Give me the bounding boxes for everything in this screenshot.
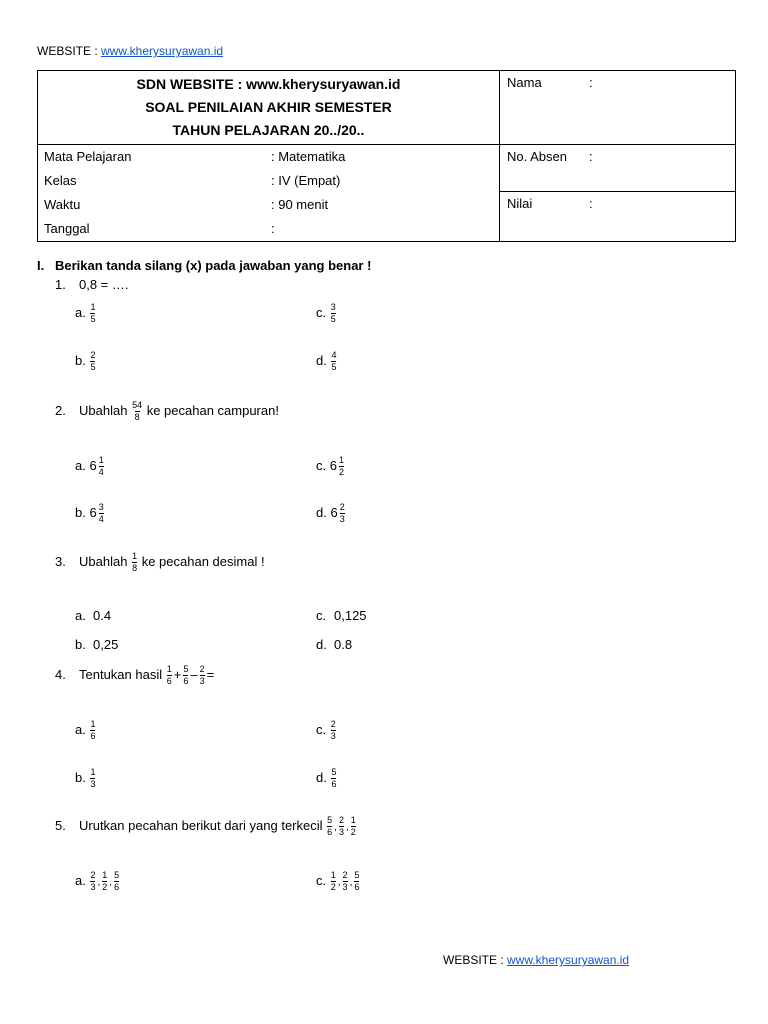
denominator: 6 — [331, 779, 337, 789]
fraction — [132, 551, 137, 574]
meta-key: Kelas — [44, 173, 77, 188]
fraction — [354, 870, 359, 893]
q4-option-b[interactable] — [75, 767, 96, 790]
meta-row-kelas — [38, 169, 499, 193]
numerator: 5 — [114, 870, 120, 880]
option-text: 0.4 — [93, 608, 112, 623]
option-letter: c. — [316, 457, 327, 473]
mixed-whole: 6 — [89, 504, 97, 520]
denominator: 6 — [354, 882, 360, 892]
question-post: ke pecahan desimal ! — [141, 553, 265, 569]
q1-option-c[interactable] — [316, 302, 337, 325]
denominator: 6 — [90, 731, 96, 741]
fraction — [339, 455, 344, 478]
numerator: 2 — [338, 815, 344, 825]
header-title-cell — [38, 71, 500, 145]
q1-option-a[interactable] — [75, 302, 96, 325]
option-letter: b. — [75, 352, 86, 368]
numerator: 2 — [90, 350, 96, 360]
option-letter: c. — [316, 721, 327, 737]
meta-cell — [38, 145, 500, 242]
website-link[interactable]: www.kherysuryawan.id — [101, 44, 224, 58]
question-number: 1. — [55, 277, 66, 292]
comma-separator: , — [97, 876, 101, 888]
option-letter: c. — [316, 304, 327, 320]
numerator: 1 — [166, 664, 172, 674]
comma-separator: , — [109, 876, 113, 888]
numerator: 1 — [90, 767, 96, 777]
meta-value: : Matematika — [271, 149, 346, 164]
equals-operator: = — [206, 666, 215, 682]
q3-option-b[interactable] — [75, 637, 118, 652]
option-letter: a. — [75, 304, 86, 320]
option-letter: a. — [75, 721, 86, 737]
numerator: 2 — [90, 870, 96, 880]
fraction — [351, 815, 356, 838]
q2-option-c[interactable] — [316, 455, 345, 478]
question-1 — [55, 277, 129, 292]
denominator: 2 — [330, 882, 336, 892]
option-letter: c. — [316, 872, 327, 888]
section-roman: I. — [37, 258, 45, 273]
school-title: SDN WEBSITE : www.kherysuryawan.id — [136, 76, 401, 92]
denominator: 2 — [338, 467, 344, 477]
numerator: 1 — [90, 302, 96, 312]
numerator: 2 — [330, 719, 336, 729]
option-letter: d. — [316, 637, 327, 652]
numerator: 4 — [331, 350, 337, 360]
meta-key: Waktu — [44, 197, 81, 212]
denominator: 3 — [339, 514, 345, 524]
question-post: ke pecahan campuran! — [146, 402, 279, 418]
exam-title: SOAL PENILAIAN AKHIR SEMESTER — [145, 99, 392, 115]
denominator: 5 — [90, 362, 96, 372]
fraction — [331, 350, 336, 373]
option-letter: d. — [316, 769, 327, 785]
section-heading — [37, 258, 371, 273]
mixed-whole: 6 — [89, 457, 97, 473]
numerator: 5 — [183, 664, 189, 674]
q1-option-d[interactable] — [316, 350, 337, 373]
fraction — [331, 719, 336, 742]
q2-option-b[interactable] — [75, 502, 105, 525]
question-3 — [55, 551, 265, 574]
question-pre: Ubahlah — [79, 402, 128, 418]
option-text: 0,25 — [93, 637, 119, 652]
fraction — [339, 815, 344, 838]
option-letter: c. — [316, 608, 327, 623]
fraction — [331, 870, 336, 893]
q5-option-a[interactable] — [75, 870, 120, 893]
comma-separator: , — [345, 821, 349, 833]
meta-value: : 90 menit — [271, 197, 329, 212]
denominator: 6 — [183, 676, 189, 686]
denominator: 4 — [98, 467, 104, 477]
question-number: 5. — [55, 817, 66, 833]
meta-row-waktu — [38, 193, 499, 217]
q3-option-a[interactable] — [75, 608, 111, 623]
denominator: 3 — [199, 676, 205, 686]
denominator: 5 — [330, 314, 336, 324]
top-website-line — [37, 44, 223, 58]
fraction — [340, 502, 345, 525]
numerator: 5 — [354, 870, 360, 880]
header-table — [37, 70, 736, 242]
option-text: 0.8 — [334, 637, 353, 652]
fraction — [90, 870, 95, 893]
numerator: 1 — [330, 870, 336, 880]
comma-separator: , — [334, 821, 337, 833]
question-2 — [55, 400, 279, 423]
question-number: 2. — [55, 402, 66, 418]
fraction — [200, 664, 205, 687]
denominator: 3 — [342, 882, 348, 892]
q2-option-d[interactable] — [316, 502, 346, 525]
fraction — [331, 767, 336, 790]
fraction — [90, 350, 95, 373]
question-number: 4. — [55, 666, 66, 682]
numerator: 54 — [132, 400, 143, 410]
comma-separator: , — [337, 876, 341, 888]
denominator: 6 — [327, 827, 333, 837]
meta-row-mapel — [38, 145, 499, 169]
q4-option-d[interactable] — [316, 767, 337, 790]
numerator: 2 — [199, 664, 205, 674]
denominator: 3 — [330, 731, 336, 741]
question-number: 3. — [55, 553, 66, 569]
mixed-whole: 6 — [330, 504, 338, 520]
fraction — [132, 400, 142, 423]
comma-separator: , — [349, 876, 353, 888]
nama-colon: : — [589, 75, 593, 90]
section-instruction: Berikan tanda silang (x) pada jawaban yang benar ! — [55, 258, 372, 273]
meta-value: : IV (Empat) — [271, 173, 341, 188]
fraction — [183, 664, 188, 687]
meta-value: : — [271, 221, 275, 236]
option-letter: a. — [75, 872, 86, 888]
denominator: 8 — [132, 563, 138, 573]
option-letter: a. — [75, 608, 86, 623]
fraction — [331, 302, 336, 325]
option-letter: b. — [75, 769, 86, 785]
numerator: 5 — [331, 767, 337, 777]
fraction — [343, 870, 348, 893]
website-label: WEBSITE : — [37, 44, 102, 58]
website-label: WEBSITE : — [443, 953, 508, 967]
denominator: 3 — [90, 779, 96, 789]
absen-colon: : — [589, 149, 593, 164]
denominator: 5 — [90, 314, 96, 324]
year-title: TAHUN PELAJARAN 20../20.. — [172, 122, 365, 138]
question-text: 0,8 = …. — [79, 277, 129, 292]
question-pre: Ubahlah — [79, 553, 128, 569]
numerator: 3 — [98, 502, 104, 512]
nilai-colon: : — [589, 196, 593, 211]
fraction — [102, 870, 107, 893]
mixed-whole: 6 — [329, 457, 337, 473]
fraction — [99, 455, 104, 478]
option-letter: b. — [75, 637, 86, 652]
option-letter: b. — [75, 504, 86, 520]
question-5 — [55, 815, 357, 838]
bottom-website-line — [443, 953, 629, 967]
minus-operator: – — [190, 666, 198, 682]
numerator: 2 — [339, 502, 345, 512]
nama-label: Nama — [507, 75, 542, 90]
nilai-cell[interactable] — [500, 192, 736, 242]
meta-key: Tanggal — [44, 221, 90, 236]
numerator: 1 — [102, 870, 108, 880]
fraction — [90, 719, 95, 742]
website-link[interactable]: www.kherysuryawan.id — [507, 953, 630, 967]
q4-option-c[interactable] — [316, 719, 337, 742]
plus-operator: + — [173, 666, 182, 682]
fraction — [99, 502, 104, 525]
question-pre: Tentukan hasil — [79, 666, 163, 682]
fraction — [90, 302, 95, 325]
option-text: 0,125 — [334, 608, 367, 623]
numerator: 2 — [342, 870, 348, 880]
denominator: 4 — [98, 514, 104, 524]
nilai-label: Nilai — [507, 196, 533, 211]
question-pre: Urutkan pecahan berikut dari yang terkecil — [79, 817, 323, 833]
q2-option-a[interactable] — [75, 455, 105, 478]
q3-option-c[interactable] — [316, 608, 367, 623]
q5-option-c[interactable] — [316, 870, 360, 893]
denominator: 2 — [350, 827, 356, 837]
denominator: 6 — [166, 676, 172, 686]
denominator: 5 — [331, 362, 337, 372]
numerator: 1 — [98, 455, 104, 465]
denominator: 6 — [114, 882, 120, 892]
nama-cell[interactable] — [500, 71, 736, 145]
meta-key: Mata Pelajaran — [44, 149, 132, 164]
fraction — [90, 767, 95, 790]
option-letter: d. — [316, 352, 327, 368]
denominator: 8 — [134, 412, 140, 422]
denominator: 2 — [102, 882, 108, 892]
q1-option-b[interactable] — [75, 350, 96, 373]
meta-row-tanggal — [38, 217, 499, 241]
q3-option-d[interactable] — [316, 637, 352, 652]
numerator: 1 — [90, 719, 96, 729]
question-4 — [55, 664, 215, 687]
numerator: 5 — [327, 815, 333, 825]
fraction — [114, 870, 119, 893]
option-letter: d. — [316, 504, 327, 520]
option-letter: a. — [75, 457, 86, 473]
numerator: 1 — [338, 455, 344, 465]
absen-label: No. Absen — [507, 149, 567, 164]
fraction — [167, 664, 172, 687]
absen-cell[interactable] — [500, 145, 736, 192]
numerator: 1 — [132, 551, 138, 561]
fraction — [327, 815, 332, 838]
numerator: 3 — [330, 302, 336, 312]
numerator: 1 — [350, 815, 356, 825]
denominator: 3 — [90, 882, 96, 892]
q4-option-a[interactable] — [75, 719, 96, 742]
denominator: 3 — [338, 827, 344, 837]
